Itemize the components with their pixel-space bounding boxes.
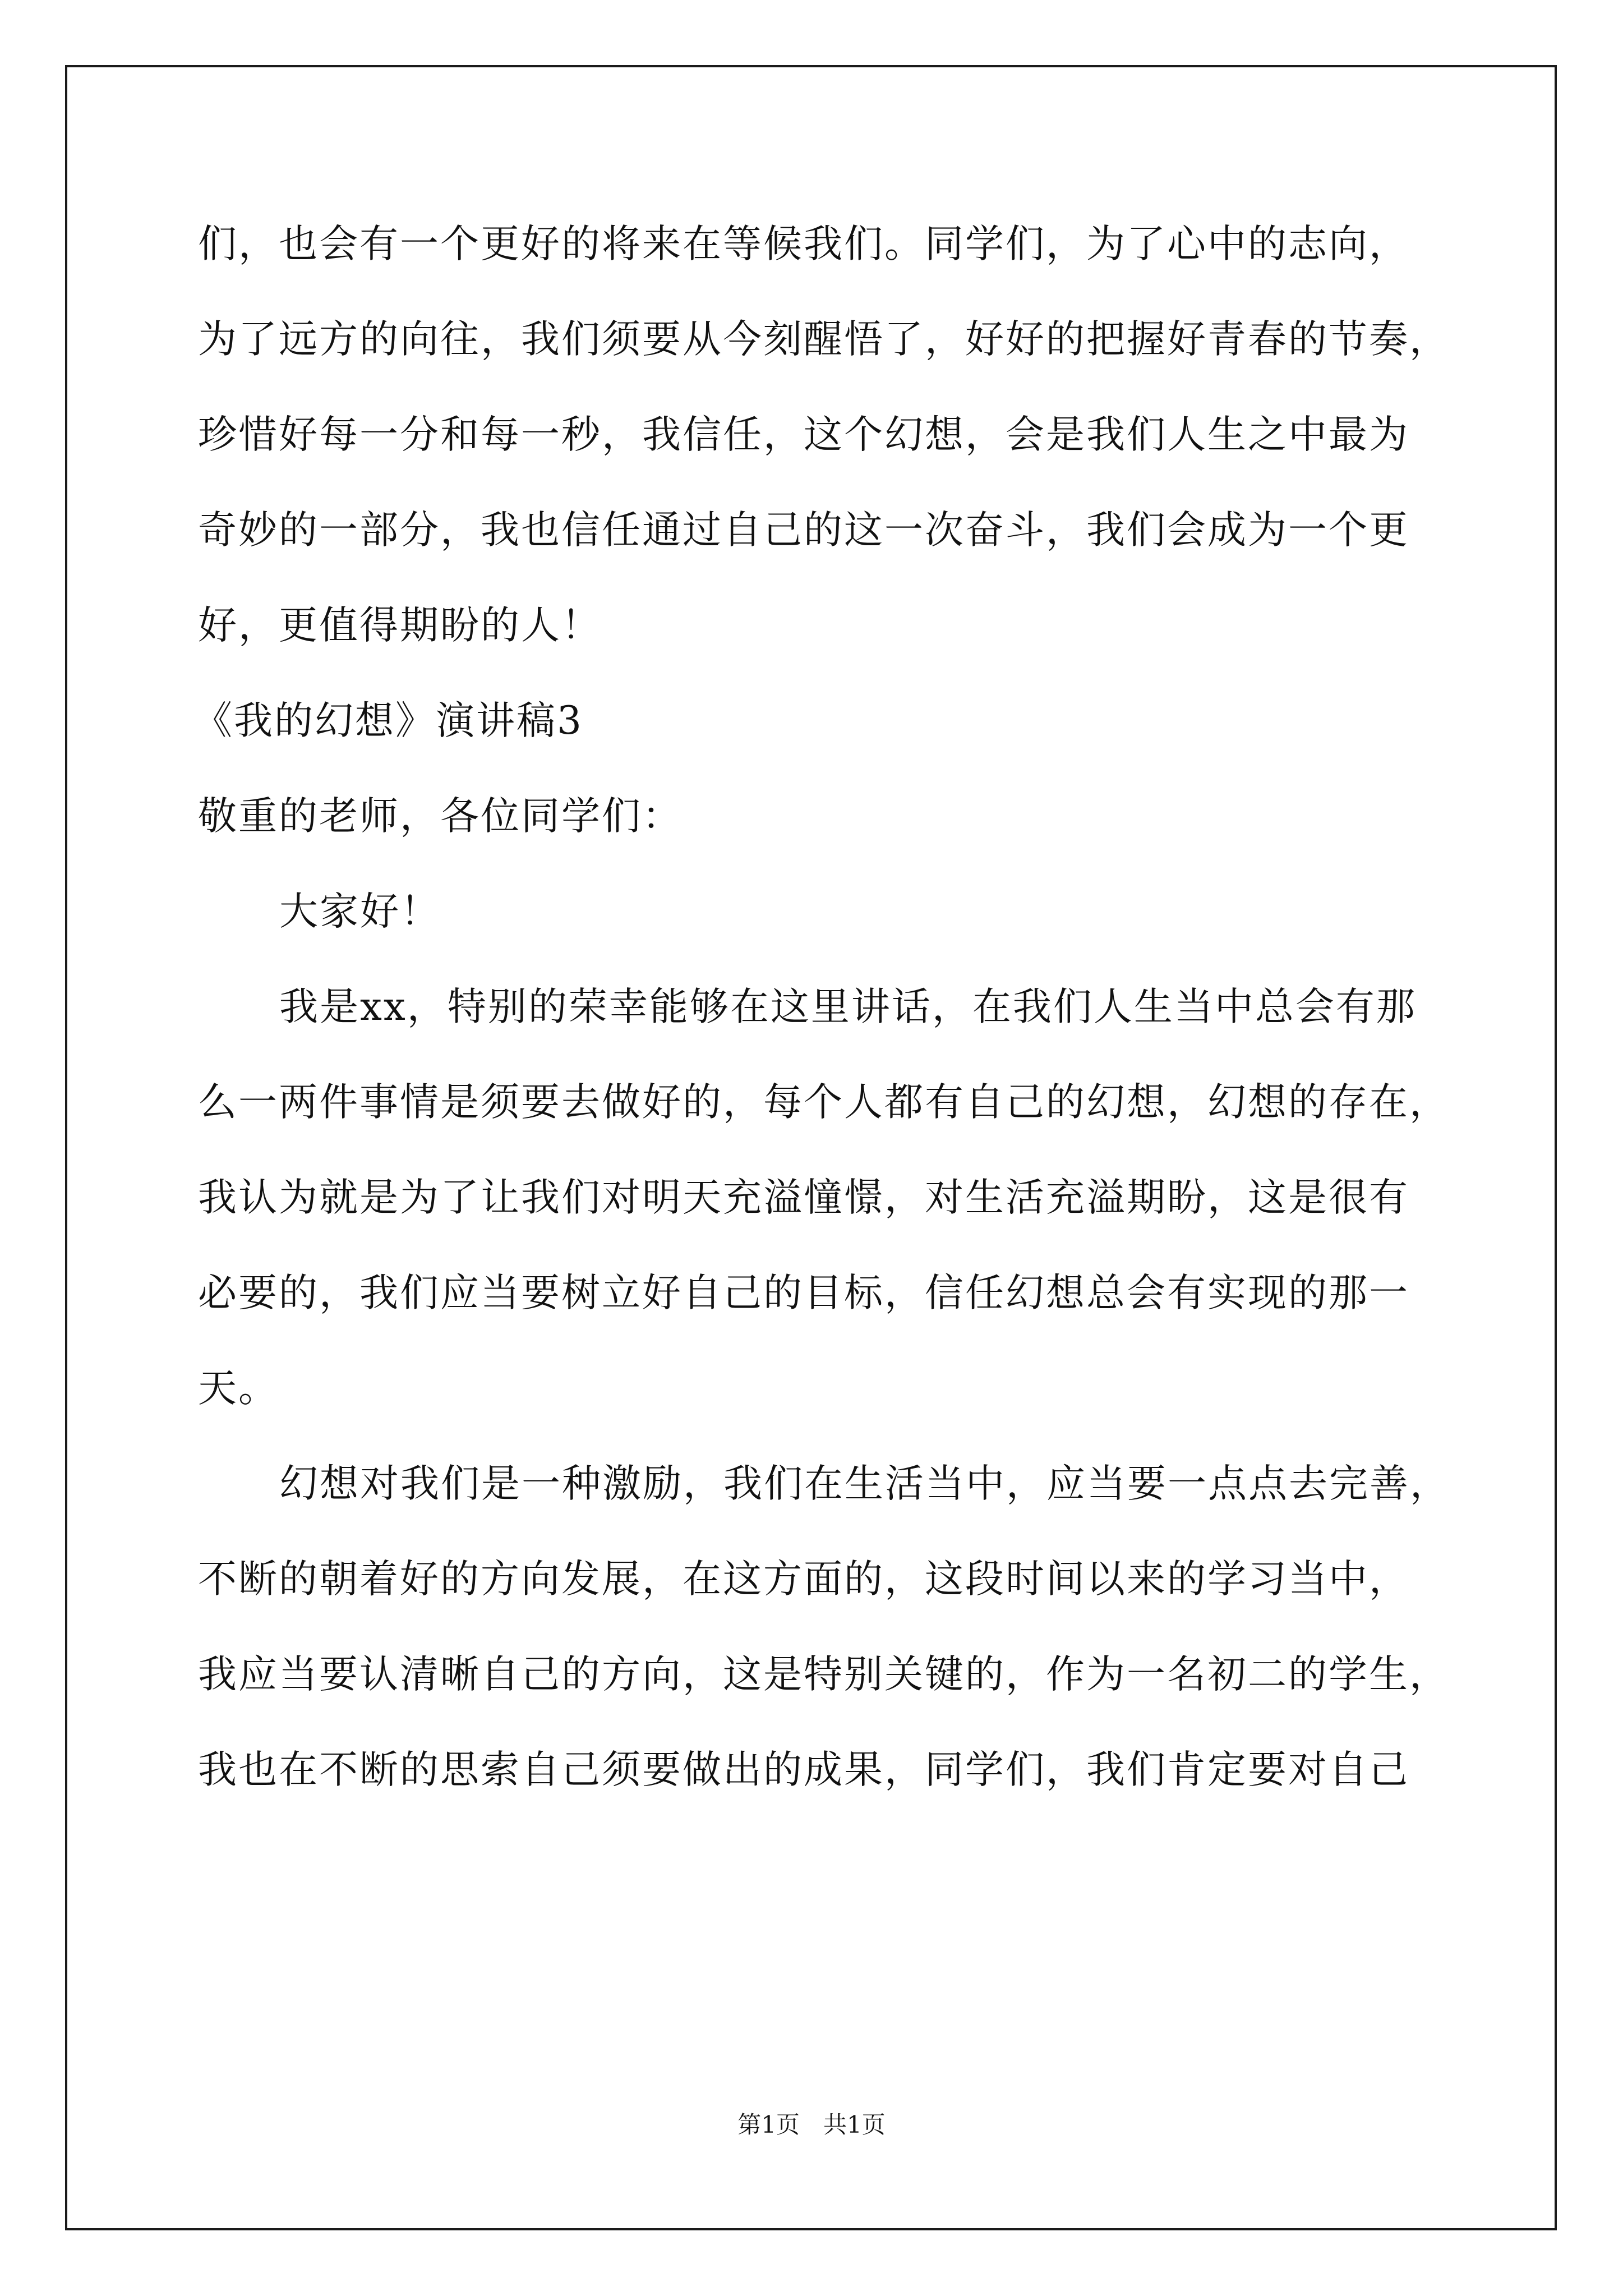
text-line: 珍惜好每一分和每一秒，我信任，这个幻想，会是我们人生之中最为 [198,412,1409,457]
page-border [65,65,1557,2230]
text-line: 我应当要认清晰自己的方向，这是特别关键的，作为一名初二的学生， [198,1652,1450,1697]
page-number-footer: 第1页 共1页 [737,2111,886,2138]
text-line: 我认为就是为了让我们对明天充溢憧憬，对生活充溢期盼，这是很有 [198,1175,1409,1220]
text-line: 不断的朝着好的方向发展，在这方面的，这段时间以来的学习当中， [198,1557,1409,1602]
salutation: 敬重的老师，各位同学们： [198,794,683,839]
text-line: 必要的，我们应当要树立好自己的目标，信任幻想总会有实现的那一 [198,1271,1409,1315]
text-line: 为了远方的向往，我们须要从今刻醒悟了，好好的把握好青春的节奏， [198,317,1450,362]
greeting: 大家好！ [279,889,441,934]
text-line: 们，也会有一个更好的将来在等候我们。同学们，为了心中的志向， [198,222,1409,266]
text-line: 么一两件事情是须要去做好的，每个人都有自己的幻想，幻想的存在， [198,1080,1450,1125]
section-title: 《我的幻想》演讲稿3 [193,698,583,743]
text-line: 我是xx，特别的荣幸能够在这里讲话，在我们人生当中总会有那 [279,984,1417,1029]
text-line: 我也在不断的思索自己须要做出的成果，同学们，我们肯定要对自己 [198,1747,1409,1792]
text-line: 幻想对我们是一种激励，我们在生活当中，应当要一点点去完善， [279,1461,1450,1506]
text-line: 天。 [198,1366,279,1411]
text-line: 奇妙的一部分，我也信任通过自己的这一次奋斗，我们会成为一个更 [198,508,1409,553]
text-line: 好，更值得期盼的人！ [198,603,602,648]
